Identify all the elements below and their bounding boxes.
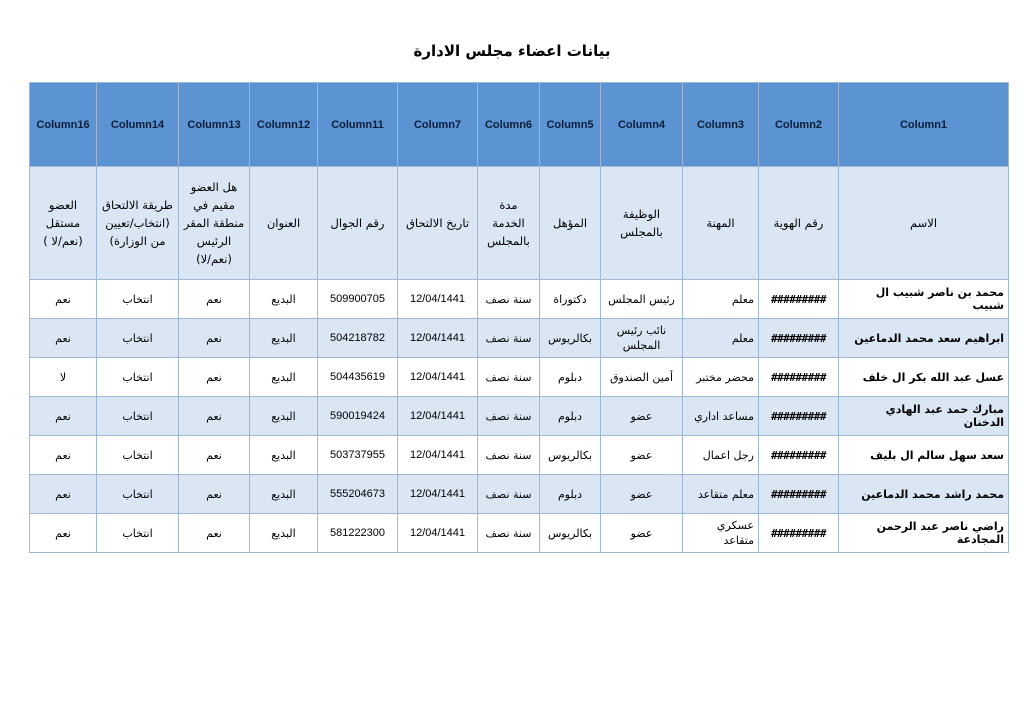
table-cell: 504218782 [318, 319, 398, 358]
field-header: المؤهل [540, 167, 601, 280]
table-cell: معلم [683, 319, 759, 358]
table-row [30, 514, 1009, 553]
column-header: Column16 [30, 83, 97, 167]
table-cell: نعم [179, 319, 250, 358]
table-cell: انتخاب [97, 475, 179, 514]
table-cell: نعم [30, 280, 97, 319]
table-cell: البديع [250, 514, 318, 553]
table-cell: 12/04/1441 [398, 319, 478, 358]
page-title: بيانات اعضاء مجلس الادارة [413, 42, 611, 60]
field-header: تاريخ الالتحاق [398, 167, 478, 280]
field-header: العضو مستقل (نعم/لا ) [30, 167, 97, 280]
table-cell: ######### [759, 514, 839, 553]
table-cell: ######### [759, 319, 839, 358]
table-cell: سنة نصف [478, 358, 540, 397]
table-cell: نعم [30, 514, 97, 553]
table-cell: بكالريوس [540, 319, 601, 358]
column-header: Column13 [179, 83, 250, 167]
field-header: رقم الجوال [318, 167, 398, 280]
table-cell: محمد راشد محمد الدماعين [839, 475, 1009, 514]
table-cell: رجل اعمال [683, 436, 759, 475]
table-cell: البديع [250, 358, 318, 397]
table-cell: محضر مختبر [683, 358, 759, 397]
table-cell: انتخاب [97, 319, 179, 358]
table-cell: بكالريوس [540, 514, 601, 553]
table-cell: نعم [179, 358, 250, 397]
members-table [29, 82, 1009, 553]
table-cell: 12/04/1441 [398, 475, 478, 514]
table-cell: معلم متقاعد [683, 475, 759, 514]
table-cell: معلم [683, 280, 759, 319]
table-cell: سنة نصف [478, 397, 540, 436]
table-cell: عضو [601, 475, 683, 514]
column-header-row [30, 83, 1009, 167]
table-cell: 12/04/1441 [398, 358, 478, 397]
table-cell: سعد سهل سالم ال بليف [839, 436, 1009, 475]
table-cell: 509900705 [318, 280, 398, 319]
table-cell: سنة نصف [478, 280, 540, 319]
field-header: المهنة [683, 167, 759, 280]
table-cell: نائب رئيس المجلس [601, 319, 683, 358]
table-cell: مبارك حمد عبد الهادي الدخنان [839, 397, 1009, 436]
table-cell: دبلوم [540, 358, 601, 397]
field-header: رقم الهوية [759, 167, 839, 280]
column-header: Column6 [478, 83, 540, 167]
table-cell: البديع [250, 319, 318, 358]
table-cell: ابراهيم سعد محمد الدماعين [839, 319, 1009, 358]
table-row [30, 475, 1009, 514]
table-cell: ######### [759, 280, 839, 319]
table-cell: أمين الصندوق [601, 358, 683, 397]
table-cell: نعم [179, 475, 250, 514]
column-header: Column2 [759, 83, 839, 167]
table-cell: مساعد اداري [683, 397, 759, 436]
column-header: Column7 [398, 83, 478, 167]
table-cell: بكالريوس [540, 436, 601, 475]
table-row [30, 319, 1009, 358]
column-header: Column11 [318, 83, 398, 167]
table-cell: عضو [601, 436, 683, 475]
table-cell: 503737955 [318, 436, 398, 475]
table-cell: 590019424 [318, 397, 398, 436]
column-header: Column3 [683, 83, 759, 167]
table-row [30, 280, 1009, 319]
table-row [30, 436, 1009, 475]
column-header: Column14 [97, 83, 179, 167]
table-row [30, 358, 1009, 397]
table-cell: عسل عبد الله بكر ال خلف [839, 358, 1009, 397]
table-cell: دكتوراة [540, 280, 601, 319]
table-cell: 12/04/1441 [398, 514, 478, 553]
table-cell: انتخاب [97, 280, 179, 319]
field-header: هل العضو مقيم في منطقة المقر الرئيس (نعم/لا) [179, 167, 250, 280]
column-header: Column4 [601, 83, 683, 167]
table-cell: نعم [30, 475, 97, 514]
table-row [30, 397, 1009, 436]
table-cell: 12/04/1441 [398, 397, 478, 436]
table-cell: نعم [179, 514, 250, 553]
table-cell: سنة نصف [478, 436, 540, 475]
table-cell: نعم [179, 280, 250, 319]
table-cell: ######### [759, 397, 839, 436]
table-cell: ######### [759, 475, 839, 514]
table-cell: عسكري متقاعد [683, 514, 759, 553]
table-cell: انتخاب [97, 436, 179, 475]
table-cell: انتخاب [97, 397, 179, 436]
table-cell: سنة نصف [478, 475, 540, 514]
table-cell: 12/04/1441 [398, 280, 478, 319]
table-cell: نعم [30, 319, 97, 358]
table-cell: لا [30, 358, 97, 397]
table-cell: ######### [759, 436, 839, 475]
table-cell: 12/04/1441 [398, 436, 478, 475]
field-header: الاسم [839, 167, 1009, 280]
table-cell: 504435619 [318, 358, 398, 397]
table-body [30, 83, 1009, 553]
table-cell: البديع [250, 436, 318, 475]
table-cell: نعم [179, 436, 250, 475]
table-cell: 581222300 [318, 514, 398, 553]
table-cell: رئيس المجلس [601, 280, 683, 319]
table-cell: محمد بن ناصر شبيب ال شبيب [839, 280, 1009, 319]
column-header: Column1 [839, 83, 1009, 167]
table-cell: دبلوم [540, 397, 601, 436]
field-header-row [30, 167, 1009, 280]
table-cell: انتخاب [97, 514, 179, 553]
column-header: Column12 [250, 83, 318, 167]
table-cell: عضو [601, 397, 683, 436]
field-header: الوظيفة بالمجلس [601, 167, 683, 280]
table-cell: البديع [250, 475, 318, 514]
table-cell: انتخاب [97, 358, 179, 397]
table-cell: البديع [250, 280, 318, 319]
table-cell: سنة نصف [478, 319, 540, 358]
column-header: Column5 [540, 83, 601, 167]
field-header: مدة الخدمة بالمجلس [478, 167, 540, 280]
table-cell: دبلوم [540, 475, 601, 514]
field-header: طريقة الالتحاق (انتخاب/تعيين من الوزارة) [97, 167, 179, 280]
table-cell: نعم [30, 436, 97, 475]
table-cell: ######### [759, 358, 839, 397]
table-cell: سنة نصف [478, 514, 540, 553]
table-cell: 555204673 [318, 475, 398, 514]
table-cell: البديع [250, 397, 318, 436]
table-cell: نعم [30, 397, 97, 436]
table-cell: نعم [179, 397, 250, 436]
field-header: العنوان [250, 167, 318, 280]
table-cell: راضي ناصر عبد الرحمن المجادعة [839, 514, 1009, 553]
table-cell: عضو [601, 514, 683, 553]
